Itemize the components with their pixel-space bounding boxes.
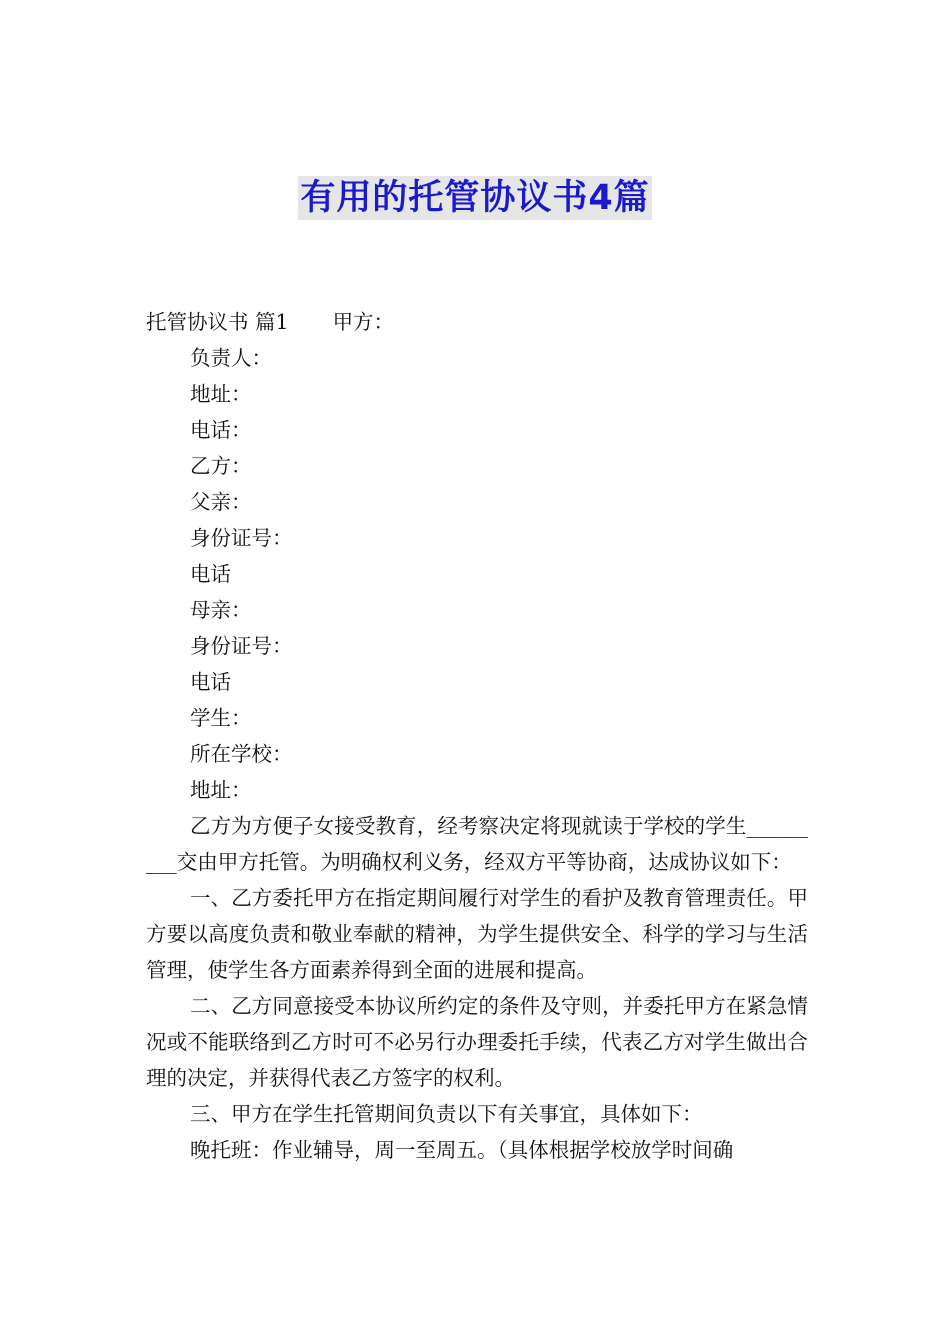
- field-mother: 母亲：: [190, 598, 252, 622]
- paragraph-clause-1: 一、乙方委托甲方在指定期间履行对学生的看护及教育管理责任。甲方要以高度负责和敬业奉献的精神，为学生提供安全、科学的学习与生活管理，使学生各方面素养得到全面的进展和提高。: [146, 886, 808, 982]
- field-address-b: 地址：: [190, 778, 252, 802]
- field-party-a: 甲方：: [332, 310, 395, 334]
- heading-line: [146, 304, 808, 340]
- document-title: 有用的托管协议书4篇: [300, 178, 650, 218]
- field-address-a: 地址：: [190, 382, 252, 406]
- field-father: 父亲：: [190, 490, 252, 514]
- field-phone-a: 电话：: [190, 418, 252, 442]
- paragraph-intro: 乙方为方便子女接受教育，经考察决定将现就读于学校的学生_________交由甲方托管。为明确权利义务，经双方平等协商，达成协议如下：: [146, 814, 808, 874]
- paragraph-clause-2: 二、乙方同意接受本协议所约定的条件及守则，并委托甲方在紧急情况或不能联络到乙方时可不必另行办理委托手续，代表乙方对学生做出合理的决定，并获得代表乙方签字的权利。: [146, 994, 808, 1090]
- paragraph-evening-class: 晚托班：作业辅导，周一至周五。（具体根据学校放学时间确: [190, 1138, 734, 1162]
- field-mother-phone: 电话: [190, 670, 231, 694]
- field-party-b: 乙方：: [190, 454, 252, 478]
- field-school: 所在学校：: [190, 742, 293, 766]
- field-father-id: 身份证号：: [190, 526, 293, 550]
- field-student: 学生：: [190, 706, 252, 730]
- title-container: [0, 176, 950, 220]
- paragraph-clause-3: 三、甲方在学生托管期间负责以下有关事宜，具体如下：: [190, 1102, 703, 1126]
- section-heading: 托管协议书 篇1: [146, 310, 289, 334]
- field-person-in-charge: 负责人：: [190, 346, 272, 370]
- field-mother-id: 身份证号：: [190, 634, 293, 658]
- field-father-phone: 电话: [190, 562, 231, 586]
- document-body: [146, 304, 808, 1168]
